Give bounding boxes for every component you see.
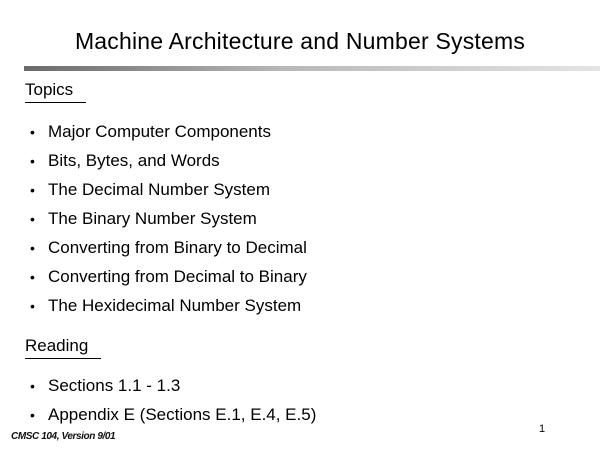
list-item [0, 180, 600, 209]
footer-course-version: CMSC 104, Version 9/01 [11, 431, 116, 442]
bullet-marker: • [30, 240, 35, 256]
bullet-marker: • [30, 211, 35, 227]
topics-heading: Topics [25, 80, 74, 99]
list-item [0, 376, 600, 405]
title-rule [24, 65, 600, 73]
list-item [0, 405, 600, 434]
list-item-text: The Binary Number System [48, 209, 257, 228]
bullet-marker: • [30, 182, 35, 198]
list-item [0, 296, 600, 325]
bullet-marker: • [30, 298, 35, 314]
list-item [0, 267, 600, 296]
slide-title: Machine Architecture and Number Systems [74, 28, 526, 54]
page-number: 1 [539, 423, 546, 435]
bullet-marker: • [30, 269, 35, 285]
list-item-text: Sections 1.1 - 1.3 [48, 376, 181, 395]
list-item-text: Converting from Binary to Decimal [48, 238, 307, 257]
list-item [0, 238, 600, 267]
list-item-text: Major Computer Components [48, 122, 271, 141]
bullet-marker: • [30, 124, 35, 140]
list-item [0, 151, 600, 180]
topics-list [0, 122, 600, 325]
reading-list [0, 376, 600, 434]
list-item-text: Appendix E (Sections E.1, E.4, E.5) [48, 405, 317, 424]
list-item-text: Converting from Decimal to Binary [48, 267, 307, 286]
list-item-text: The Decimal Number System [48, 180, 271, 199]
topics-heading-underline [25, 102, 86, 103]
list-item-text: The Hexidecimal Number System [48, 296, 302, 315]
bullet-marker: • [30, 378, 35, 394]
bullet-marker: • [30, 153, 35, 169]
bullet-marker: • [30, 407, 35, 423]
reading-heading-underline [25, 358, 101, 359]
list-item [0, 122, 600, 151]
list-item [0, 209, 600, 238]
reading-heading: Reading [25, 336, 89, 355]
list-item-text: Bits, Bytes, and Words [48, 151, 220, 170]
